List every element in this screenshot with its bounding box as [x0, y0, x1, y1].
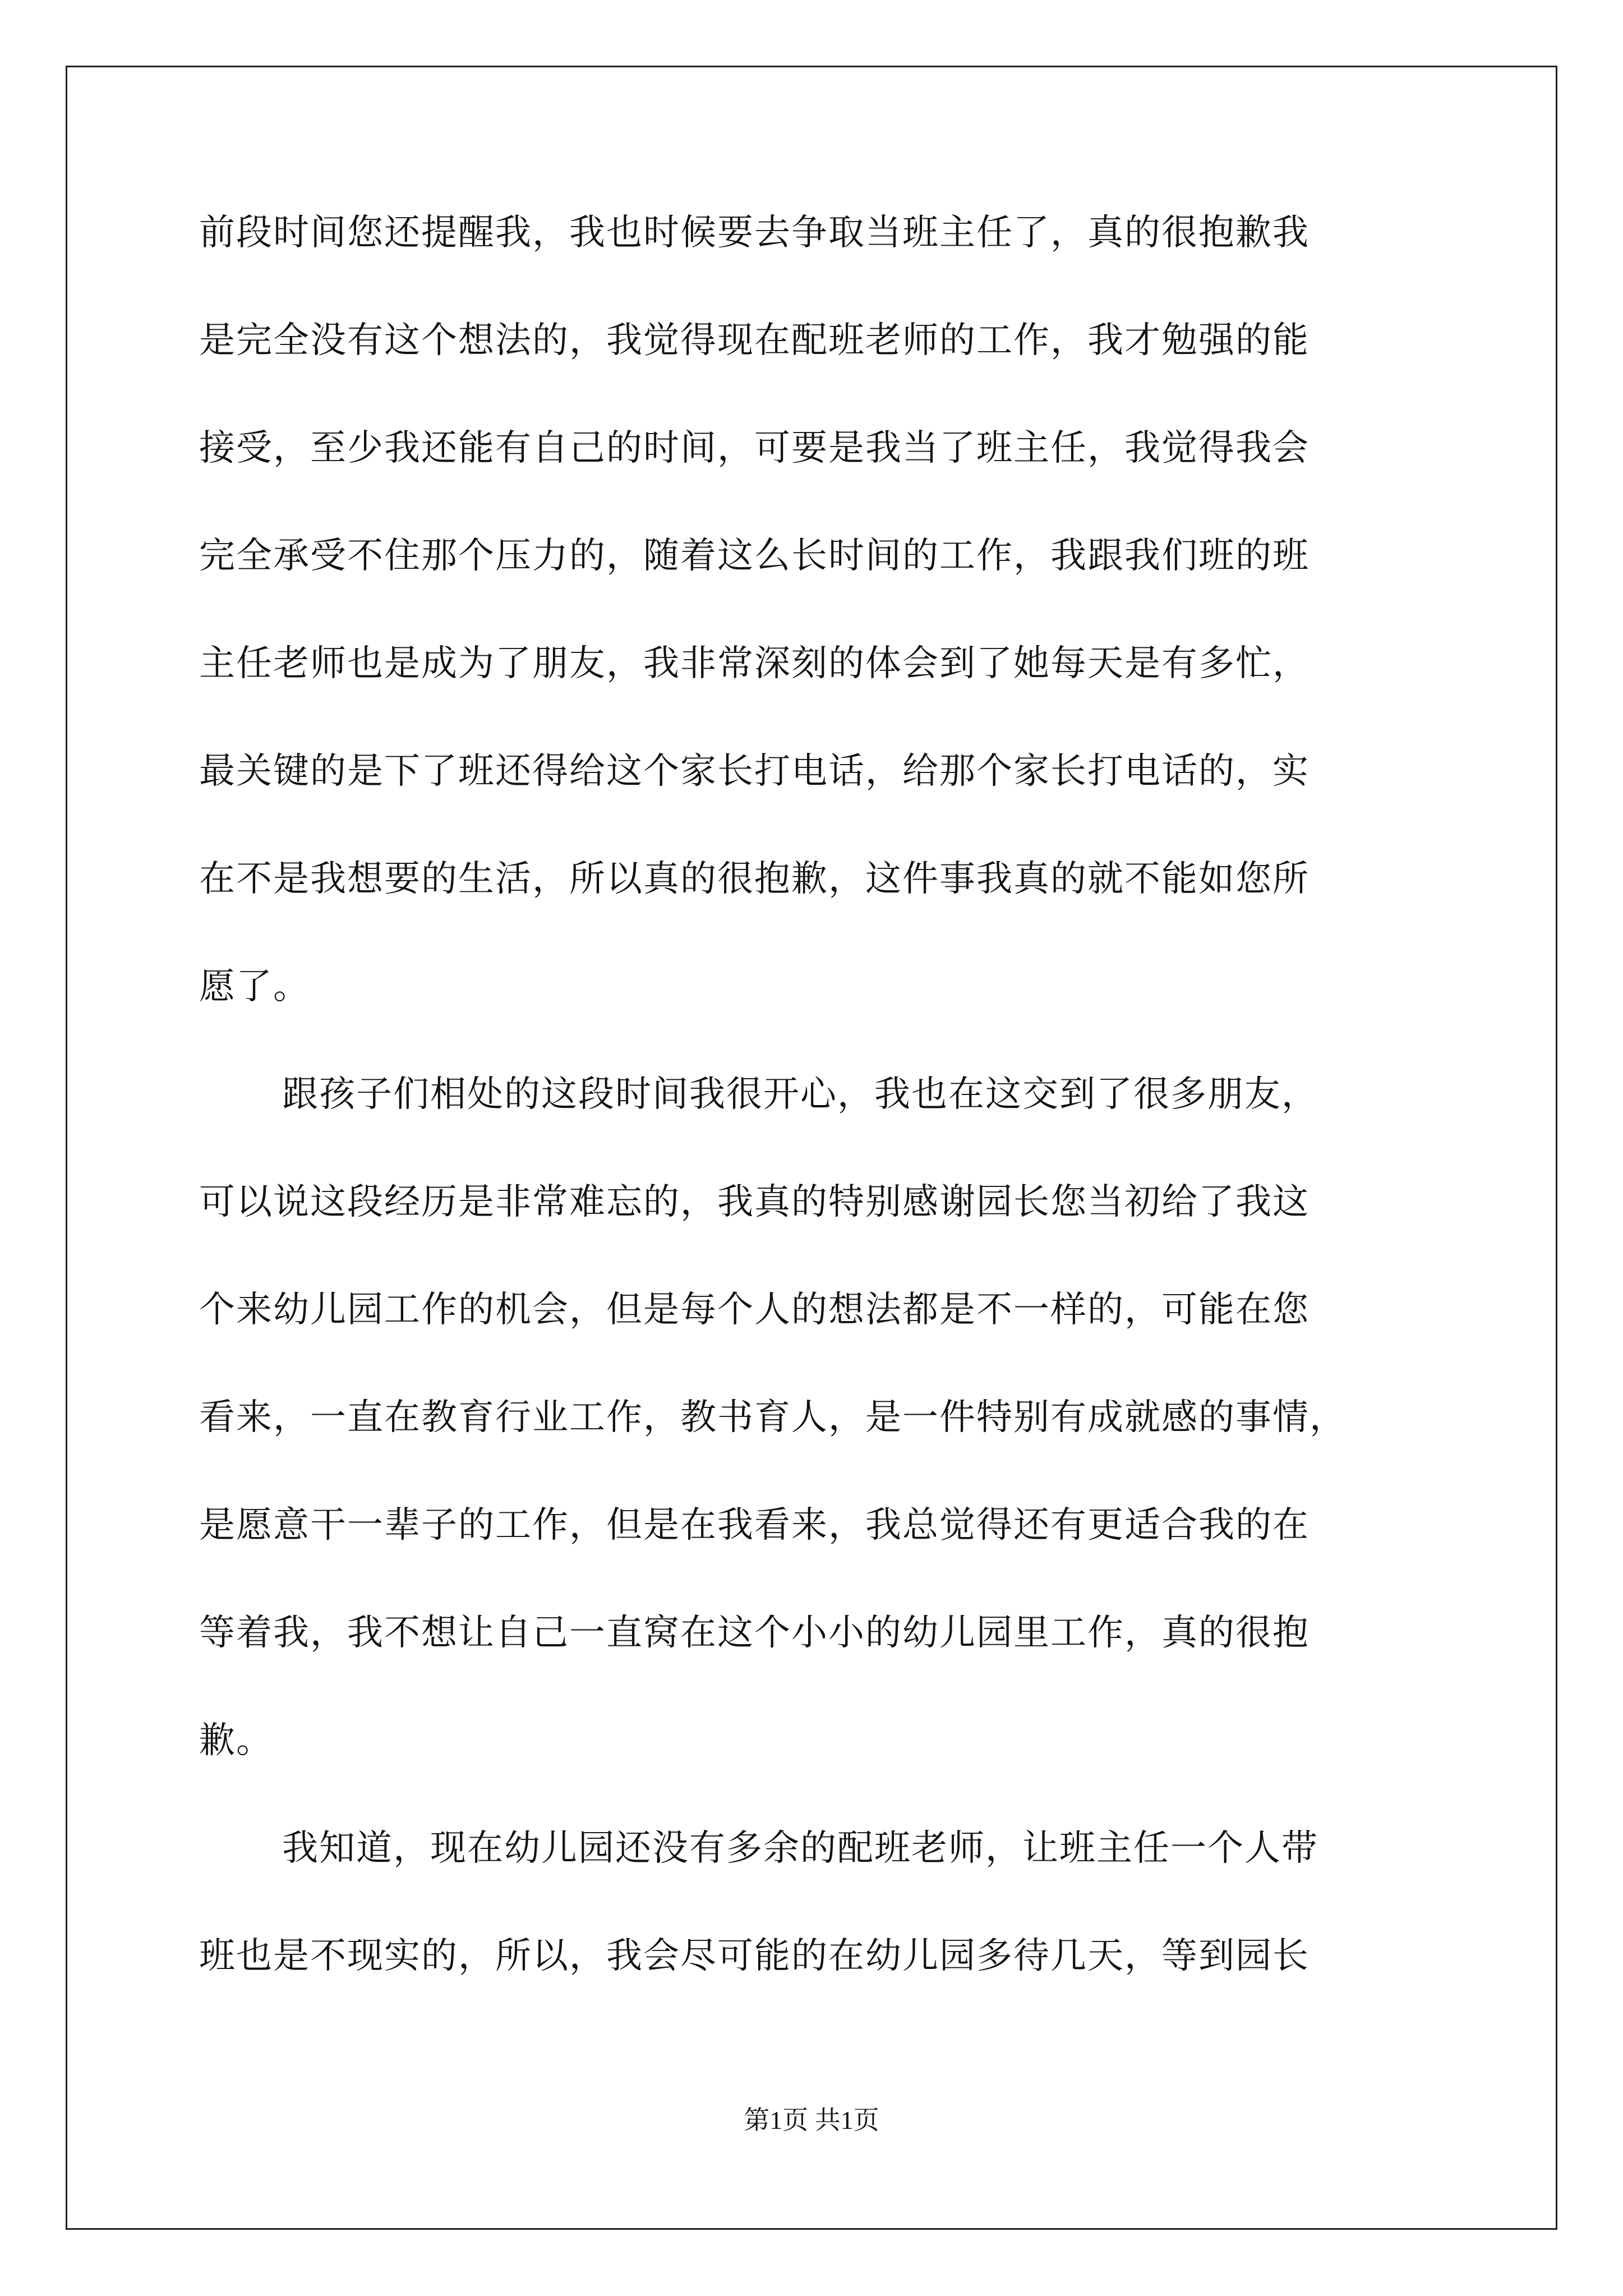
text-line: 接受，至少我还能有自己的时间，可要是我当了班主任，我觉得我会: [199, 427, 1310, 469]
text-line: 前段时间您还提醒我，我也时候要去争取当班主任了，真的很抱歉我: [199, 212, 1310, 254]
page-border: [66, 66, 1557, 2230]
text-line: 是完全没有这个想法的，我觉得现在配班老师的工作，我才勉强的能: [199, 320, 1310, 361]
text-line: 是愿意干一辈子的工作，但是在我看来，我总觉得还有更适合我的在: [199, 1504, 1310, 1546]
text-line: 主任老师也是成为了朋友，我非常深刻的体会到了她每天是有多忙，: [199, 643, 1310, 684]
text-line: 最关键的是下了班还得给这个家长打电话，给那个家长打电话的，实: [199, 751, 1310, 792]
paragraph-first-line: 跟孩子们相处的这段时间我很开心，我也在这交到了很多朋友，: [282, 1074, 1318, 1115]
text-line: 在不是我想要的生活，所以真的很抱歉，这件事我真的就不能如您所: [199, 858, 1310, 900]
text-line: 完全承受不住那个压力的，随着这么长时间的工作，我跟我们班的班: [199, 535, 1310, 577]
text-line: 班也是不现实的，所以，我会尽可能的在幼儿园多待几天，等到园长: [199, 1935, 1310, 1977]
text-line: 等着我，我不想让自己一直窝在这个小小的幼儿园里工作，真的很抱: [199, 1612, 1310, 1654]
page-number: 第1页 共1页: [744, 2106, 879, 2134]
paragraph-first-line: 我知道，现在幼儿园还没有多余的配班老师，让班主任一个人带: [282, 1828, 1318, 1869]
text-line: 个来幼儿园工作的机会，但是每个人的想法都是不一样的，可能在您: [199, 1289, 1310, 1331]
text-line: 看来，一直在教育行业工作，教书育人，是一件特别有成就感的事情，: [199, 1397, 1347, 1438]
text-line: 愿了。: [199, 966, 310, 1007]
text-line: 歉。: [199, 1720, 273, 1761]
text-line: 可以说这段经历是非常难忘的，我真的特别感谢园长您当初给了我这: [199, 1181, 1310, 1223]
